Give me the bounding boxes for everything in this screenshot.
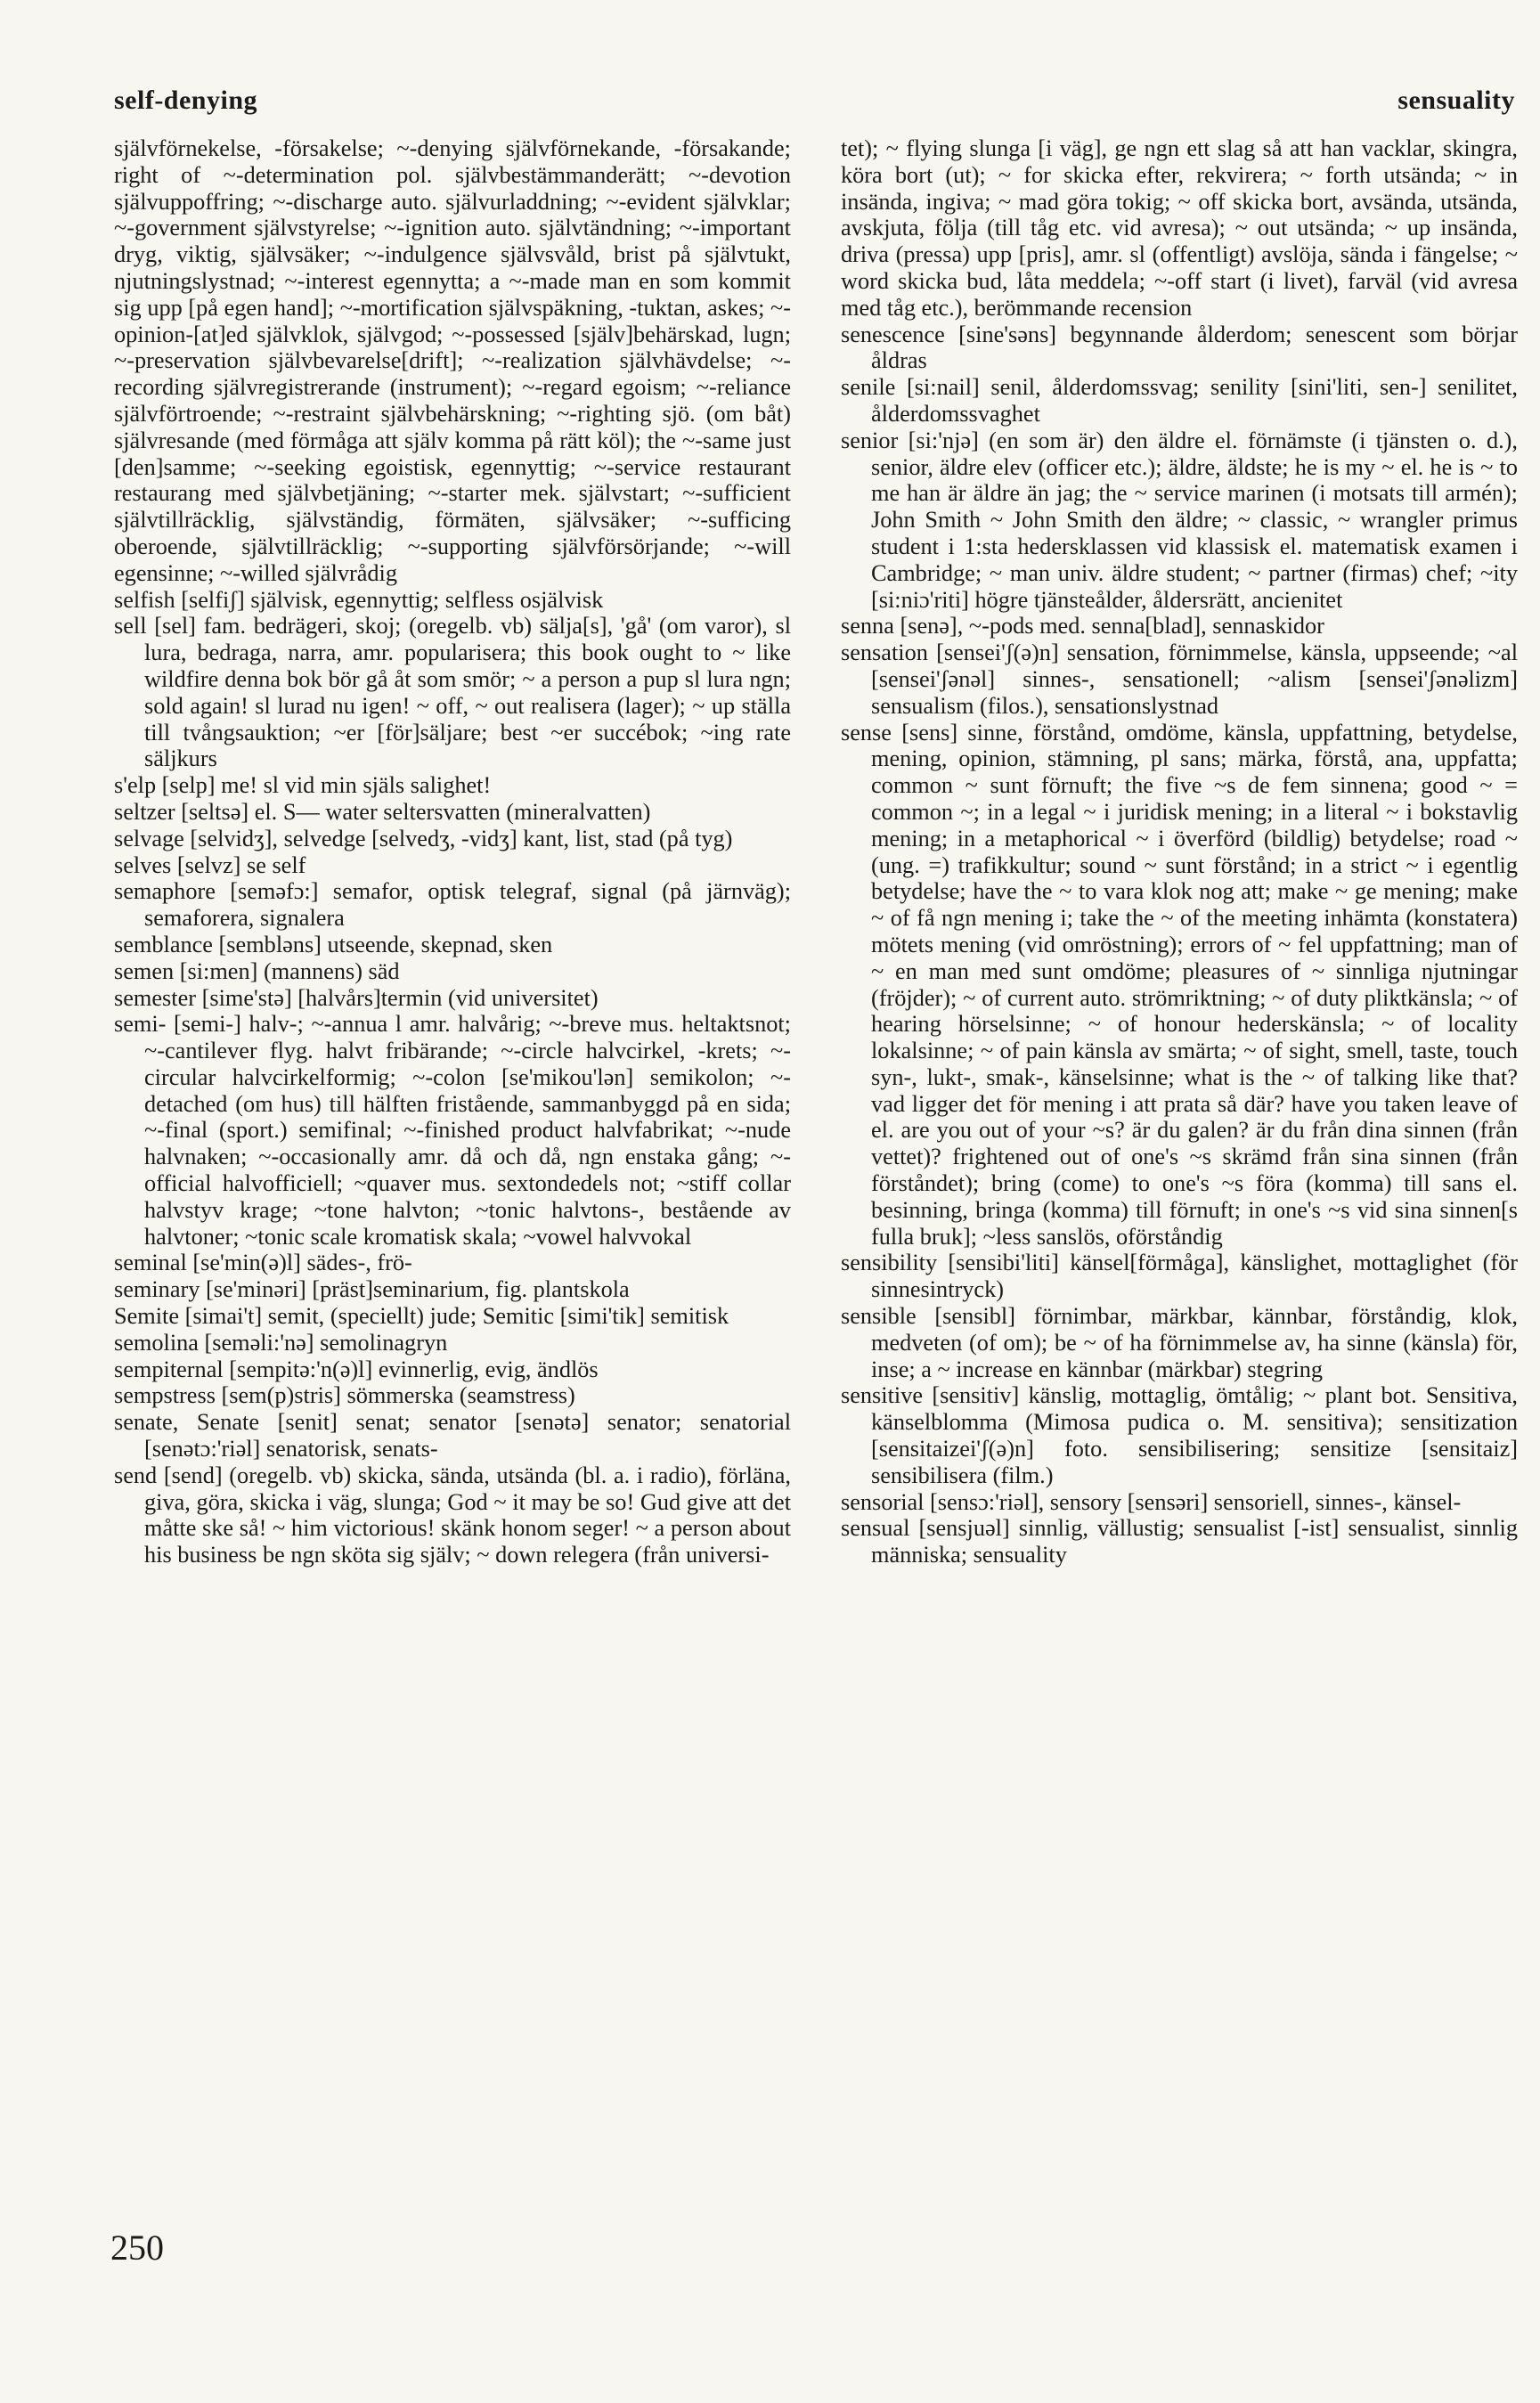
dictionary-entry: senile [si:nail] senil, ålderdomssvag; senility [sini'liti, sen-] senilitet, ålderdomssvaghet: [841, 374, 1518, 427]
dictionary-entry: senna [senə], ~-pods med. senna[blad], sennaskidor: [841, 613, 1324, 639]
dictionary-entry: send [send] (oregelb. vb) skicka, sända, utsända (bl. a. i radio), förläna, giva, göra, skicka i väg, slunga; God ~ it may be so! Gud give att det måtte ske så! ~ him victorious! skänk honom seger! ~ a person about his business be ngn sköta sig själv; ~ down relegera (från universi-: [114, 1462, 791, 1568]
dictionary-entry: selvage [selvidʒ], selvedge [selvedʒ, -vidʒ] kant, list, stad (på tyg): [114, 825, 733, 851]
guide-word-right: sensuality: [1397, 86, 1515, 115]
dictionary-entry: senate, Senate [senit] senat; senator [senətə] senator; senatorial [senətɔ:'riəl] senatorisk, senats-: [114, 1409, 791, 1462]
right-column: [841, 135, 1518, 1568]
dictionary-entry: selfish [selfiʃ] självisk, egennyttig; selfless osjälvisk: [114, 586, 604, 613]
dictionary-entry: seltzer [seltsə] el. S— water seltersvatten (mineralvatten): [114, 798, 651, 825]
dictionary-entry: sensation [sensei'ʃ(ə)n] sensation, förnimmelse, känsla, uppseende; ~al [sensei'ʃənəl] sinnes-, sensationell; ~alism [sensei'ʃənəlizm] sensualism (filos.), sensationslystnad: [841, 639, 1518, 719]
dictionary-entry: senescence [sine'səns] begynnande ålderdom; senescent som börjar åldras: [841, 321, 1518, 374]
dictionary-entry: selves [selvz] se self: [114, 851, 306, 878]
dictionary-entry: Semite [simai't] semit, (speciellt) jude; Semitic [simi'tik] semitisk: [114, 1303, 729, 1330]
page-number: 250: [110, 2228, 164, 2268]
dictionary-entry: semblance [sembləns] utseende, skepnad, sken: [114, 931, 553, 957]
dictionary-entry: sensorial [sensɔ:'riəl], sensory [sensəri] sensoriell, sinnes-, känsel-: [841, 1488, 1462, 1515]
dictionary-entry: sell [sel] fam. bedrägeri, skoj; (oregelb. vb) sälja[s], 'gå' (om varor), sl lura, bedraga, narra, amr. popularisera; this book ought to ~ like wildfire denna bok bör gå åt som smör; ~ a person a pup sl lura ngn; sold again! sl lurad nu igen! ~ off, ~ out realisera (lager); ~ up ställa till tvångsauktion; ~er [för]säljare; best ~er succébok; ~ing rate säljkurs: [114, 613, 791, 772]
dictionary-entry: seminal [se'min(ə)l] sädes-, frö-: [114, 1250, 412, 1276]
dictionary-entry: sensitive [sensitiv] känslig, mottaglig, ömtålig; ~ plant bot. Sensitiva, känselblomma (Mimosa pudica o. M. sensitiva); sensitization [sensitaizei'ʃ(ə)n] foto. sensibilisering; sensitize [sensitaiz] sensibilisera (film.): [841, 1382, 1518, 1488]
guide-word-left: self-denying: [114, 86, 258, 115]
dictionary-entry: semaphore [seməfɔ:] semafor, optisk telegraf, signal (på järnväg); semaforera, signalera: [114, 878, 791, 932]
dictionary-entry: sempstress [sem(p)stris] sömmerska (seamstress): [114, 1382, 575, 1409]
dictionary-entry: seminary [se'minəri] [präst]seminarium, fig. plantskola: [114, 1276, 630, 1303]
dictionary-entry: semen [si:men] (mannens) säd: [114, 957, 400, 984]
dictionary-entry: senior [si:'njə] (en som är) den äldre el. förnämste (i tjänsten o. d.), senior, äldre elev (officer etc.); äldre, äldste; he is my ~ el. he is ~ to me han är äldre än jag; the ~ service marinen (i motsats till armén); John Smith ~ John Smith den äldre; ~ classic, ~ wrangler primus student i 1:sta hedersklassen vid klassisk el. matematisk examen i Cambridge; ~ man univ. äldre student; ~ partner (firmas) chef; ~ity [si:niɔ'riti] högre tjänsteålder, åldersrätt, ancienitet: [841, 427, 1518, 613]
dictionary-entry: semester [sime'stə] [halvårs]termin (vid universitet): [114, 984, 599, 1011]
dictionary-entry: sensibility [sensibi'liti] känsel[förmåga], känslighet, mottaglighet (för sinnesintryck): [841, 1250, 1518, 1303]
dictionary-entry: sensible [sensibl] förnimbar, märkbar, kännbar, förståndig, klok, medveten (of om); be ~ of ha förnimmelse av, ha sinne (känsla) för, inse; a ~ increase en kännbar (märkbar) stegring: [841, 1303, 1518, 1382]
dictionary-entry: semi- [semi-] halv-; ~-annua l amr. halvårig; ~-breve mus. heltaktsnot; ~-cantilever flyg. halvt fribärande; ~-circle halvcirkel, -krets; ~-circular halvcirkelformig; ~-colon [se'mikou'lən] semikolon; ~-detached (om hus) till hälften fristående, sammanbyggd på en sida; ~-final (sport.) semifinal; ~-finished product halvfabrikat; ~-nude halvnaken; ~-occasionally amr. då och då, ngn enstaka gång; ~-official halvofficiell; ~quaver mus. sextondedels not; ~stiff collar halvstyv krage; ~tone halvton; ~tonic halvtons-, bestående av halvtoner; ~tonic scale kromatisk skala; ~vowel halvvokal: [114, 1011, 791, 1250]
dictionary-entry: s'elp [selp] me! sl vid min själs salighet!: [114, 772, 492, 799]
dictionary-entry: självförnekelse, -försakelse; ~-denying självförnekande, -försakande; right of ~-determination pol. självbestämmanderätt; ~-devotion självuppoffring; ~-discharge auto. självurladdning; ~-evident självklar; ~-government självstyrelse; ~-ignition auto. självtändning; ~-important dryg, viktig, självsäker; ~-indulgence självsvåld, brist på självtukt, njutningslystnad; ~-interest egennytta; a ~-made man en som kommit sig upp [på egen hand]; ~-mortification självspäkning, -tuktan, askes; ~-opinion-[at]ed självklok, självgod; ~-possessed [själv]behärskad, lugn; ~-preservation självbevarelse[drift]; ~-realization självhävdelse; ~-recording självregistrerande (instrument); ~-regard egoism; ~-reliance självförtroende; ~-restraint självbehärskning; ~-righting sjö. (om båt) självresande (med förmåga att själv komma på rätt köl); the ~-same just [den]samme; ~-seeking egoistisk, egennyttig; ~-service restaurant restaurang med självbetjäning; ~-starter mek. självstart; ~-sufficient självtillräcklig, självständig, förmäten, självsäker; ~-sufficing oberoende, självtillräcklig; ~-supporting självförsörjande; ~-will egensinne; ~-willed självrådig: [114, 135, 791, 586]
dictionary-entry: sempiternal [sempitə:'n(ə)l] evinnerlig, evig, ändlös: [114, 1356, 599, 1382]
dictionary-entry: sensual [sensjuəl] sinnlig, vällustig; sensualist [-ist] sensualist, sinnlig människa; sensuality: [841, 1515, 1518, 1568]
dictionary-entry: tet); ~ flying slunga [i väg], ge ngn ett slag så att han vacklar, skingra, köra bort (ut); ~ for skicka efter, rekvirera; ~ forth utsända; ~ in insända, ingiva; ~ mad göra tokig; ~ off skicka bort, avsända, utsända, avskjuta, följa (till tåg etc. vid avresa); ~ out utsända; ~ up insända, driva (pressa) upp [pris], amr. sl (offentligt) avslöja, sända i fängelse; ~ word skicka bud, låta meddela; ~-off start (i livet), farväl (vid avresa med tåg etc.), berömmande recension: [841, 135, 1518, 321]
left-column: [114, 135, 791, 1568]
dictionary-entry: semolina [seməli:'nə] semolinagryn: [114, 1329, 448, 1356]
dictionary-entry: sense [sens] sinne, förstånd, omdöme, känsla, uppfattning, betydelse, mening, opinion, stämning, pl sans; märka, förstå, ana, uppfatta; common ~ sunt förnuft; the five ~s de fem sinnena; good ~ = common ~; in a legal ~ i juridisk mening; in a literal ~ i bokstavlig mening; in a metaphorical ~ i överförd (bildlig) betydelse; road ~ (ung. =) trafikkultur; sound ~ sunt förstånd; in a strict ~ i egentlig betydelse; have the ~ to vara klok nog att; make ~ ge mening; make ~ of få ngn mening i; take the ~ of the meeting inhämta (konstatera) mötets mening (vid omröstning); errors of ~ fel uppfattning; man of ~ en man med sunt omdöme; pleasures of ~ sinnliga njutningar (fröjder); ~ of current auto. strömriktning; ~ of duty pliktkänsla; ~ of hearing hörselsinne; ~ of honour hederskänsla; ~ of locality lokalsinne; ~ of pain känsla av smärta; ~ of sight, smell, taste, touch syn-, lukt-, smak-, känselsinne; what is the ~ of talking like that? vad ligger det för mening i att prata så där? have you taken leave of el. are you out of your ~s? är du galen? är du från dina sinnen (från vettet)? frightened out of one's ~s skrämd från sina sinnen (från förståndet); bring (come) to one's ~s föra (komma) till sans el. besinning, bringa (komma) till förnuft; in one's ~s vid sina sinnen[s fulla bruk]; ~less sanslös, oförståndig: [841, 719, 1518, 1250]
